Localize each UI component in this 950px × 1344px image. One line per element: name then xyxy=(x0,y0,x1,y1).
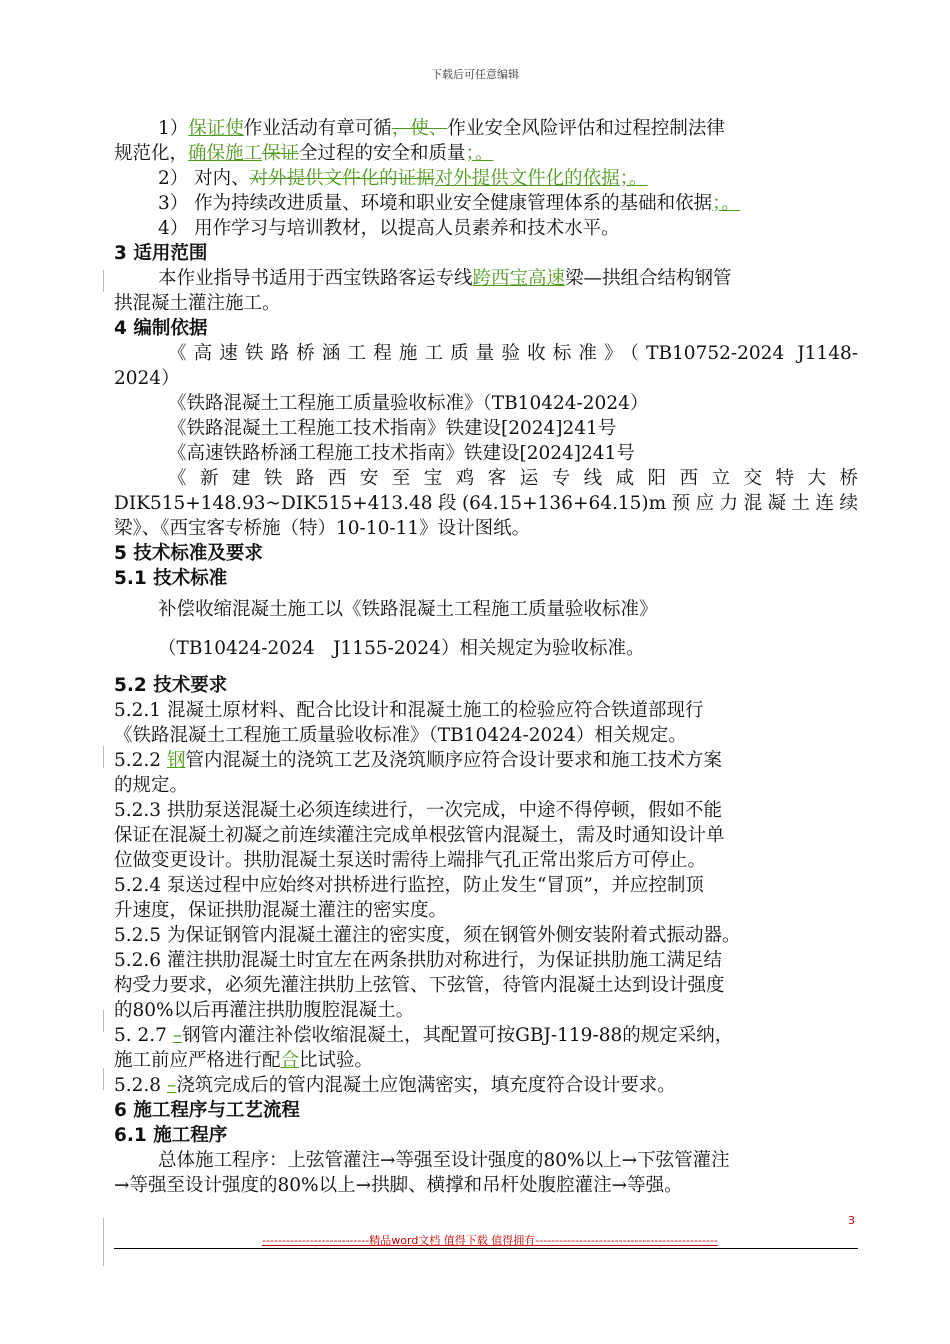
req-5-2-3-end: 位做变更设计。拱肋混凝土泵送时需待上端排气孔正常出浆后方可停止。 xyxy=(114,850,707,871)
req-5-2-8: 5.2.8 –浇筑完成后的管内混凝土应饱满密实，填充度符合设计要求。 xyxy=(114,1075,676,1096)
footer-banner: ---------------------------精品word文档 值得下载 值得拥有---------------------------------------------- xyxy=(262,1234,718,1247)
req-5-2-6: 5.2.6 灌注拱肋混凝土时宜左在两条拱肋对称进行，为保证拱肋施工满足结 xyxy=(114,950,722,971)
purpose-item-1: 1）保证使作业活动有章可循，使、作业安全风险评估和过程控制法律 xyxy=(158,118,725,139)
revision-marker xyxy=(103,1010,104,1032)
section-6-title: 6 施工程序与工艺流程 xyxy=(114,1100,300,1121)
page-header: 下载后可任意编辑 xyxy=(431,68,519,81)
revision-marker xyxy=(103,1068,104,1090)
req-5-2-7: 5. 2.7 –钢管内灌注补偿收缩混凝土，其配置可按GBJ-119-88的规定采纳， xyxy=(114,1025,734,1046)
purpose-item-2: 2） 对内、对外提供文件化的证据对外提供文件化的依据；。 xyxy=(158,168,648,189)
req-5-2-1-cont: 《铁路混凝土工程施工质量验收标准》（TB10424-2024）相关规定。 xyxy=(114,725,687,746)
section-5-title: 5 技术标准及要求 xyxy=(114,543,263,564)
purpose-item-1-cont: 规范化，确保施工保证全过程的安全和质量；。 xyxy=(114,143,494,164)
req-5-2-5: 5.2.5 为保证钢管内混凝土灌注的密实度，须在钢管外侧安装附着式振动器。 xyxy=(114,925,741,946)
section-5-2-title: 5.2 技术要求 xyxy=(114,675,228,696)
section-4-title: 4 编制依据 xyxy=(114,318,208,339)
purpose-item-4: 4） 用作学习与培训教材，以提高人员素养和技术水平。 xyxy=(158,218,620,239)
purpose-item-3: 3） 作为持续改进质量、环境和职业安全健康管理体系的基础和依据；。 xyxy=(158,193,740,214)
req-5-2-4-cont: 升速度，保证拱肋混凝土灌注的密实度。 xyxy=(114,900,448,921)
standard-text: 补偿收缩混凝土施工以《铁路混凝土工程施工质量验收标准》 xyxy=(158,599,658,620)
reference-1-cont: 2024） xyxy=(114,368,180,389)
section-3-title: 3 适用范围 xyxy=(114,243,208,264)
scope-text-cont: 拱混凝土灌注施工。 xyxy=(114,293,281,314)
req-5-2-2-cont: 的规定。 xyxy=(114,775,189,796)
document-body xyxy=(114,116,858,1198)
procedure-text-cont: →等强至设计强度的80%以上→拱脚、横撑和吊杆处腹腔灌注→等强。 xyxy=(114,1175,683,1196)
req-5-2-6-cont: 构受力要求，必须先灌注拱肋上弦管、下弦管，待管内混凝土达到设计强度 xyxy=(114,975,725,996)
scope-text: 本作业指导书适用于西宝铁路客运专线跨西宝高速梁—拱组合结构钢管 xyxy=(158,268,732,289)
reference-5-cont: DIK515+148.93~DIK515+413.48段(64.15+136+64.15)m预应力混凝土连续 xyxy=(114,493,858,514)
req-5-2-4: 5.2.4 泵送过程中应始终对拱桥进行监控，防止发生“冒顶”，并应控制顶 xyxy=(114,875,704,896)
req-5-2-3-cont: 保证在混凝土初凝之前连续灌注完成单根弦管内混凝土，需及时通知设计单 xyxy=(114,825,725,846)
req-5-2-1: 5.2.1 混凝土原材料、配合比设计和混凝土施工的检验应符合铁道部现行 xyxy=(114,700,704,721)
standard-text-cont: （TB10424-2024 J1155-2024）相关规定为验收标准。 xyxy=(158,638,645,659)
reference-3: 《铁路混凝土工程施工技术指南》铁建设[2024]241号 xyxy=(168,418,617,439)
req-5-2-7-cont: 施工前应严格进行配合比试验。 xyxy=(114,1050,374,1071)
reference-5-end: 梁》、《西宝客专桥施（特）10-10-11》设计图纸。 xyxy=(114,518,531,539)
revision-marker xyxy=(103,746,104,768)
req-5-2-3: 5.2.3 拱肋泵送混凝土必须连续进行，一次完成，中途不得停顿，假如不能 xyxy=(114,800,722,821)
reference-4: 《高速铁路桥涵工程施工技术指南》铁建设[2024]241号 xyxy=(168,443,635,464)
reference-5: 《新建铁路西安至宝鸡客运专线咸阳西立交特大桥 xyxy=(168,468,858,489)
req-5-2-2: 5.2.2 钢管内混凝土的浇筑工艺及浇筑顺序应符合设计要求和施工技术方案 xyxy=(114,750,722,771)
page-number: 3 xyxy=(848,1214,855,1227)
req-5-2-6-end: 的80%以后再灌注拱肋腹腔混凝土。 xyxy=(114,1000,415,1021)
revision-marker xyxy=(103,270,104,292)
footer-rule xyxy=(114,1248,858,1249)
reference-2: 《铁路混凝土工程施工质量验收标准》（TB10424-2024） xyxy=(168,393,649,414)
section-5-1-title: 5.1 技术标准 xyxy=(114,568,228,589)
reference-1: 《高速铁路桥涵工程施工质量验收标准》（TB10752-2024 J1148- xyxy=(168,343,858,364)
section-6-1-title: 6.1 施工程序 xyxy=(114,1125,228,1146)
procedure-text: 总体施工程序：上弦管灌注→等强至设计强度的80%以上→下弦管灌注 xyxy=(158,1150,730,1171)
